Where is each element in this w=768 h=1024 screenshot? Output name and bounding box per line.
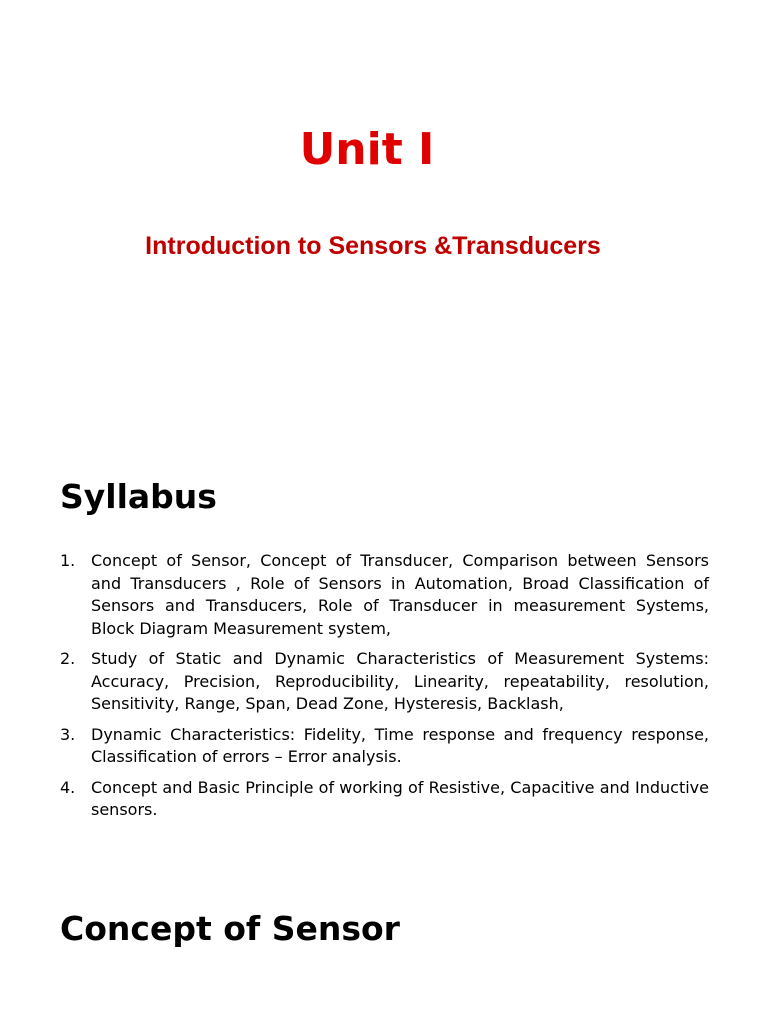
syllabus-item bbox=[60, 550, 709, 640]
syllabus-item-number: 4. bbox=[60, 777, 76, 797]
syllabus-item bbox=[60, 724, 709, 769]
syllabus-heading: Syllabus bbox=[60, 477, 217, 516]
syllabus-item-number: 3. bbox=[60, 724, 76, 744]
syllabus-item-number: 1. bbox=[60, 551, 76, 570]
syllabus-item-text: Study of Static and Dynamic Characteristics of Measurement Systems: Accuracy, Precision, Reproducibility, Linearity, repeatability, resolution, Sensitivity, Range, Span, Dead Zone, Hysteresis, Backlash, bbox=[91, 649, 709, 713]
unit-title: Unit I bbox=[299, 124, 435, 175]
syllabus-item-number: 2. bbox=[60, 649, 76, 668]
concept-of-sensor-heading: Concept of Sensor bbox=[60, 909, 400, 948]
syllabus-item bbox=[60, 648, 709, 716]
syllabus-list bbox=[60, 550, 709, 830]
syllabus-item-text: Concept and Basic Principle of working of Resistive, Capacitive and Inductive sensors. bbox=[91, 777, 709, 819]
unit-subtitle: Introduction to Sensors &Transducers bbox=[145, 232, 601, 260]
syllabus-item-text: Concept of Sensor, Concept of Transducer, Comparison between Sensors and Transducers , Role of Sensors in Automation, Broad Classification of Sensors and Transducers, Role of Transducer in measurement Systems, Block Diagram Measurement system, bbox=[91, 551, 709, 638]
syllabus-item bbox=[60, 777, 709, 822]
syllabus-item-text: Dynamic Characteristics: Fidelity, Time response and frequency response, Classification of errors – Error analysis. bbox=[91, 724, 709, 766]
